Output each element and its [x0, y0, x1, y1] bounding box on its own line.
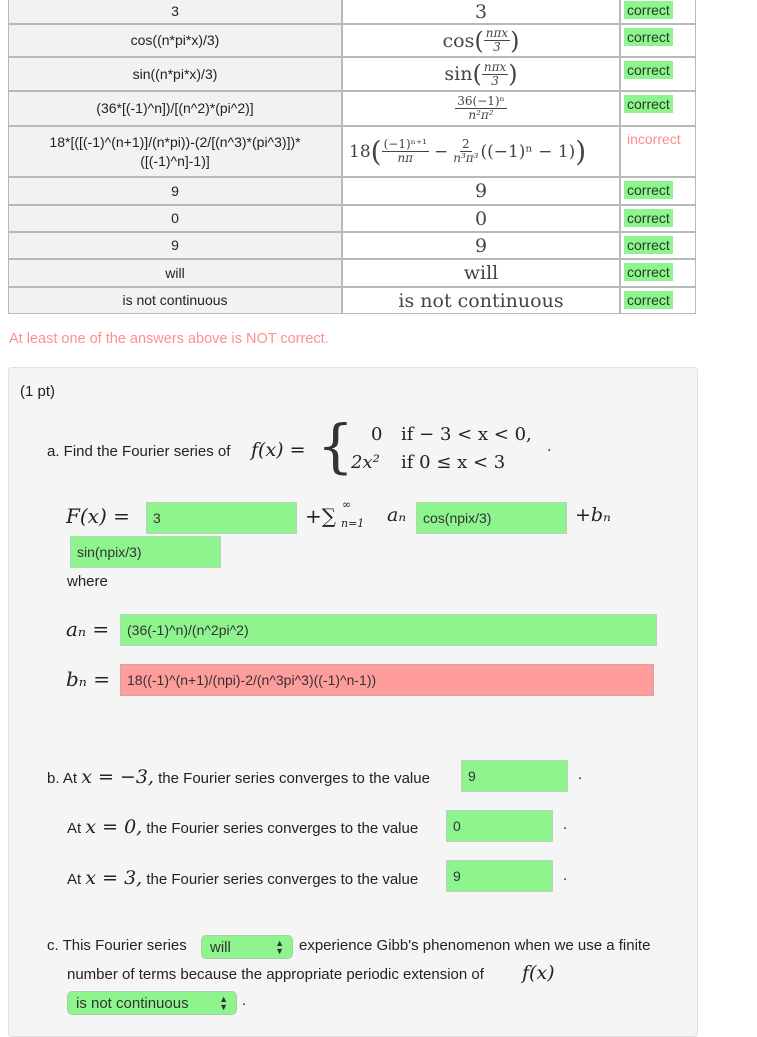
entered-cell: 9 — [8, 177, 342, 205]
result-badge: correct — [624, 1, 673, 19]
brace-symbol: { — [317, 412, 354, 480]
result-badge: correct — [624, 209, 673, 227]
entered-cell: sin((n*pi*x)/3) — [8, 57, 342, 91]
Fx-label: F(x) = — [66, 504, 130, 528]
preview-cell: 9 — [342, 177, 620, 205]
result-badge: correct — [624, 61, 673, 79]
period-3: . — [563, 867, 568, 884]
part-b-prompt-1: b. At x = −3, the Fourier series converges to the value — [47, 766, 430, 788]
sum-symbol: +∑ ∞ n=1 — [305, 498, 365, 530]
a0-input[interactable]: 3 — [146, 502, 297, 534]
bn-label: bₙ = — [66, 667, 111, 691]
sin-input[interactable]: sin(npix/3) — [70, 536, 221, 568]
preview-cell: 3 — [342, 0, 620, 24]
converge-value-input-1[interactable]: 9 — [461, 760, 568, 792]
plus-bn: +bₙ — [575, 504, 611, 526]
result-badge: correct — [624, 291, 673, 309]
period-2: . — [563, 816, 568, 833]
result-badge: incorrect — [624, 130, 684, 148]
result-cell — [620, 57, 696, 91]
table-row — [8, 205, 696, 232]
entered-cell: will — [8, 259, 342, 287]
part-b-prompt-3: At x = 3, the Fourier series converges to the value — [67, 867, 419, 889]
result-cell — [620, 232, 696, 259]
bn-input[interactable]: 18((-1)^(n+1)/(npi)-2/(n^3pi^3)((-1)^n-1)) — [120, 664, 654, 696]
result-cell — [620, 24, 696, 57]
where-label: where — [67, 573, 108, 590]
result-cell — [620, 287, 696, 314]
case2-condition: if 0 ≤ x < 3 — [401, 452, 506, 473]
table-row — [8, 259, 696, 287]
result-cell — [620, 177, 696, 205]
cos-input[interactable]: cos(npix/3) — [416, 502, 567, 534]
preview-cell: $\frac{\text{36(−1)ⁿ}}{\text{n²π²}}$ — [342, 91, 620, 126]
result-cell — [620, 259, 696, 287]
part-c-line2: number of terms because the appropriate periodic extension of — [67, 966, 484, 983]
select-arrows-icon: ▲ ▼ — [219, 994, 228, 1012]
table-row — [8, 91, 696, 126]
table-row — [8, 232, 696, 259]
part-c-prompt: c. This Fourier series — [47, 937, 187, 954]
result-cell — [620, 205, 696, 232]
points-label: (1 pt) — [20, 383, 56, 400]
entered-cell: cos((n*pi*x)/3) — [8, 24, 342, 57]
table-row — [8, 57, 696, 91]
table-row — [8, 0, 696, 24]
an-symbol: aₙ — [387, 504, 407, 526]
result-badge: correct — [624, 181, 673, 199]
part-c-suffix: experience Gibb's phenomenon when we use a finite — [299, 937, 651, 954]
case1-condition: if − 3 < x < 0, — [401, 424, 532, 445]
case2-value: 2x² — [351, 452, 380, 473]
select-arrows-icon: ▲ ▼ — [275, 938, 284, 956]
entered-cell: is not continuous — [8, 287, 342, 314]
part-b-prompt-2: At x = 0, the Fourier series converges to the value — [67, 816, 419, 838]
result-badge: correct — [624, 236, 673, 254]
gibbs-select[interactable]: will ▲ ▼ — [201, 935, 293, 959]
fx-label: f(x) = — [251, 439, 306, 461]
fx-inline: f(x) — [522, 962, 555, 984]
part-a-prompt: a. Find the Fourier series of — [47, 443, 231, 460]
preview-cell: 0 — [342, 205, 620, 232]
result-cell — [620, 91, 696, 126]
an-label: aₙ = — [66, 617, 110, 641]
entered-cell: 3 — [8, 0, 342, 24]
entered-cell: 9 — [8, 232, 342, 259]
entered-cell: (36*[(-1)^n])/[(n^2)*(pi^2)] — [8, 91, 342, 126]
preview-cell: is not continuous — [342, 287, 620, 314]
period-1: . — [578, 766, 583, 783]
case-dot: . — [547, 439, 552, 455]
converge-value-input-3[interactable]: 9 — [446, 860, 553, 892]
period-c: . — [242, 992, 247, 1009]
table-row — [8, 287, 696, 314]
preview-cell: cos ( $\frac{\text{nπx}}{3}$ ) — [342, 24, 620, 57]
table-row — [8, 177, 696, 205]
preview-cell: sin ( $\frac{\text{nπx}}{3}$ ) — [342, 57, 620, 91]
entered-cell: 18*[([(-1)^(n+1)]/(n*pi))-(2/[(n^3)*(pi^3)])* ([(-1)^n]-1)] — [8, 126, 342, 177]
an-input[interactable]: (36(-1)^n)/(n^2pi^2) — [120, 614, 657, 646]
preview-cell: will — [342, 259, 620, 287]
result-badge: correct — [624, 28, 673, 46]
continuity-select[interactable]: is not continuous ▲ ▼ — [67, 991, 237, 1015]
preview-cell: 18 ( $\frac{\text{(−1)ⁿ⁺¹}}{n\pi}$ − $\frac{2}{\text{n³π³}}$ ((−1)ⁿ − 1) ) — [342, 126, 620, 177]
result-badge: correct — [624, 263, 673, 281]
preview-cell: 9 — [342, 232, 620, 259]
result-cell — [620, 126, 696, 177]
table-row — [8, 126, 696, 177]
table-row — [8, 24, 696, 57]
result-badge: correct — [624, 95, 673, 113]
converge-value-input-2[interactable]: 0 — [446, 810, 553, 842]
problem-box — [8, 367, 698, 1037]
result-cell — [620, 0, 696, 24]
incorrect-warning-message: At least one of the answers above is NOT correct. — [9, 331, 329, 347]
entered-cell: 0 — [8, 205, 342, 232]
case1-value: 0 — [371, 424, 383, 445]
